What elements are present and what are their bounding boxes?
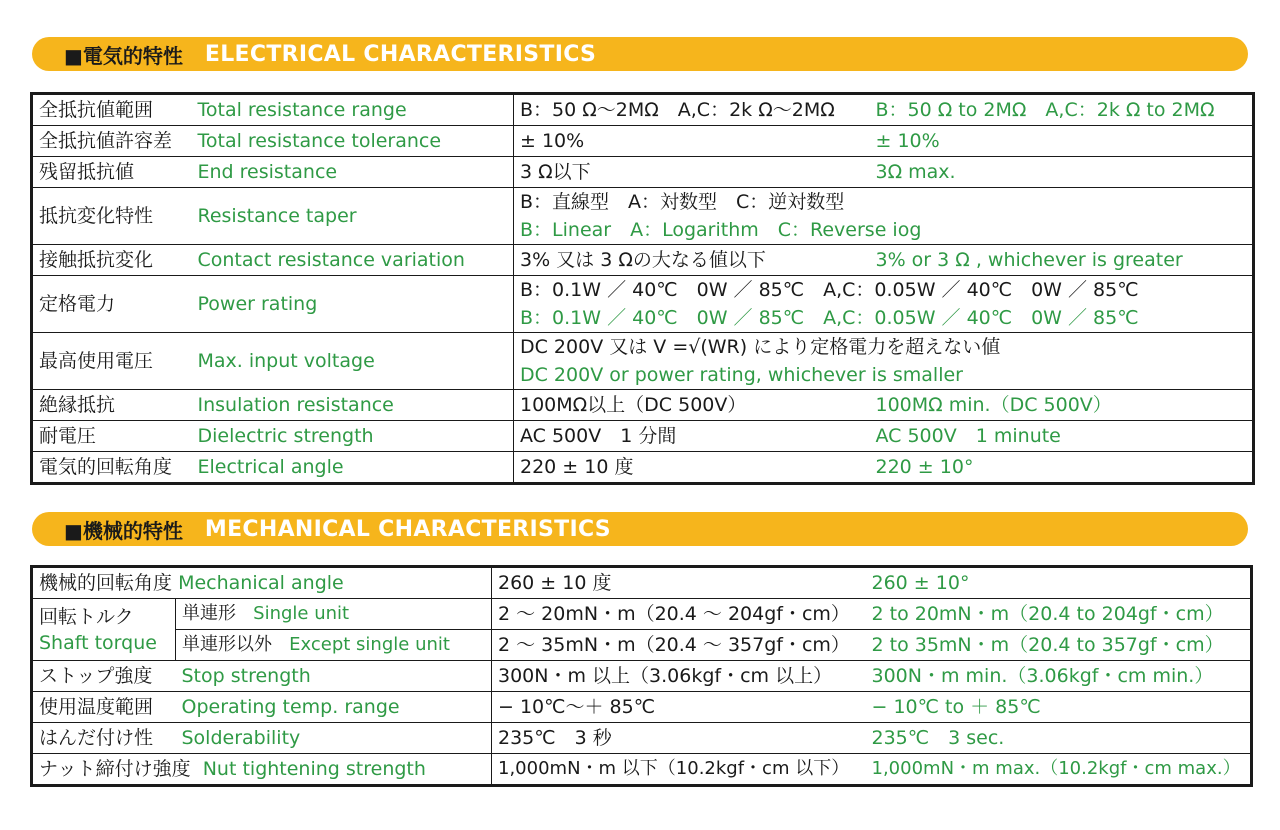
table-row: [32, 126, 1254, 157]
row-value-en: B：Linear A：Logarithm C：Reverse iog: [520, 219, 922, 241]
row-value-jp: − 10℃〜＋ 85℃: [492, 692, 866, 723]
row-label-en: Dielectric strength: [192, 421, 514, 452]
mechanical-title-jp: ■機械的特性: [64, 518, 183, 543]
row-value-en: 1,000mN・m max.（10.2kgf・cm max.）: [866, 754, 1252, 786]
row-label-en: Insulation resistance: [192, 390, 514, 421]
row-value-jp: B：0.1W ／ 40℃ 0W ／ 85℃ A,C：0.05W ／ 40℃ 0W ／ 85℃: [520, 279, 1139, 301]
shaft-torque-group-label: [32, 599, 176, 661]
row-label-jp: 単連形: [182, 603, 236, 624]
row-label-en: Single unit: [253, 603, 350, 624]
table-row: [32, 599, 1252, 630]
row-value-jp: 100MΩ以上（DC 500V）: [514, 390, 870, 421]
row-label-en: Except single unit: [289, 634, 450, 655]
row-label-jp: ナット締付け強度: [39, 758, 191, 780]
table-row: [32, 567, 1252, 599]
table-row: [32, 692, 1252, 723]
row-label-en: Stop strength: [176, 661, 492, 692]
row-value-jp: 235℃ 3 秒: [492, 723, 866, 754]
row-value-en: 2 to 35mN・m（20.4 to 357gf・cm）: [866, 630, 1252, 661]
row-value-jp: 2 〜 20mN・m（20.4 〜 204gf・cm）: [492, 599, 866, 630]
table-row: [32, 390, 1254, 421]
row-label: [32, 754, 492, 786]
row-value-en: 2 to 20mN・m（20.4 to 204gf・cm）: [866, 599, 1252, 630]
table-row: [32, 661, 1252, 692]
row-value-jp: B：50 Ω〜2MΩ A,C：2k Ω〜2MΩ: [514, 94, 870, 126]
row-label: [32, 567, 492, 599]
row-value-jp: DC 200V 又は V =√(WR) により定格電力を超えない値: [520, 336, 1001, 358]
row-value-jp: 3 Ω以下: [514, 157, 870, 188]
row-value-en: 3Ω max.: [870, 157, 1254, 188]
row-value-en: 100MΩ min.（DC 500V）: [870, 390, 1254, 421]
table-row: [32, 333, 1254, 390]
row-value-jp: AC 500V 1 分間: [514, 421, 870, 452]
row-value-jp: 260 ± 10 度: [492, 567, 866, 599]
row-label-en: Max. input voltage: [192, 333, 514, 390]
row-label-en: Total resistance tolerance: [192, 126, 514, 157]
row-value-en: 235℃ 3 sec.: [866, 723, 1252, 754]
row-label-jp: 抵抗変化特性: [32, 188, 192, 245]
row-value-jp: 3% 又は 3 Ωの大なる値以下: [514, 245, 870, 276]
row-label-en: End resistance: [192, 157, 514, 188]
row-value-en: 260 ± 10°: [866, 567, 1252, 599]
row-value-en: B：0.1W ／ 40℃ 0W ／ 85℃ A,C：0.05W ／ 40℃ 0W ／ 85℃: [520, 307, 1139, 329]
mechanical-title-en: MECHANICAL CHARACTERISTICS: [204, 516, 611, 542]
row-label: [176, 630, 492, 661]
row-value-en: DC 200V or power rating, whichever is smaller: [520, 364, 963, 386]
group-label-en: Shaft torque: [39, 631, 157, 654]
row-label-en: Total resistance range: [192, 94, 514, 126]
row-label-jp: ストップ強度: [32, 661, 176, 692]
row-value-stack: [514, 188, 1254, 245]
row-value-en: 300N・m min.（3.06kgf・cm min.）: [866, 661, 1252, 692]
row-label-jp: 機械的回転角度: [39, 572, 173, 594]
electrical-characteristics-table: [30, 92, 1255, 485]
table-row: [32, 94, 1254, 126]
row-value-stack: [514, 276, 1254, 333]
row-value-en: 3% or 3 Ω , whichever is greater: [870, 245, 1254, 276]
electrical-section-banner: [32, 37, 1248, 71]
row-label-en: Resistance taper: [192, 188, 514, 245]
row-label-jp: 電気的回転角度: [32, 452, 192, 484]
row-label-jp: 使用温度範囲: [32, 692, 176, 723]
row-label: [176, 599, 492, 630]
row-label-jp: 耐電圧: [32, 421, 192, 452]
row-label-en: Power rating: [192, 276, 514, 333]
row-label-en: Nut tightening strength: [202, 758, 426, 780]
row-label-en: Electrical angle: [192, 452, 514, 484]
row-label-jp: 絶縁抵抗: [32, 390, 192, 421]
row-value-en: ± 10%: [870, 126, 1254, 157]
row-value-jp: 220 ± 10 度: [514, 452, 870, 484]
mechanical-section-banner: [32, 512, 1248, 546]
row-label-jp: 単連形以外: [182, 634, 272, 655]
row-value-stack: [514, 333, 1254, 390]
table-row: [32, 452, 1254, 484]
row-value-jp: 1,000mN・m 以下（10.2kgf・cm 以下）: [492, 754, 866, 786]
row-label-jp: はんだ付け性: [32, 723, 176, 754]
table-row: [32, 421, 1254, 452]
row-label-jp: 最高使用電圧: [32, 333, 192, 390]
table-row: [32, 754, 1252, 786]
table-row: [32, 157, 1254, 188]
mechanical-characteristics-table: [30, 565, 1253, 787]
row-label-jp: 定格電力: [32, 276, 192, 333]
group-label-jp: 回転トルク: [39, 605, 134, 628]
row-value-en: B：50 Ω to 2MΩ A,C：2k Ω to 2MΩ: [870, 94, 1254, 126]
row-label-en: Operating temp. range: [176, 692, 492, 723]
row-value-jp: 300N・m 以上（3.06kgf・cm 以上）: [492, 661, 866, 692]
table-row: [32, 245, 1254, 276]
row-value-en: AC 500V 1 minute: [870, 421, 1254, 452]
row-label-jp: 全抵抗値許容差: [32, 126, 192, 157]
row-value-jp: 2 〜 35mN・m（20.4 〜 357gf・cm）: [492, 630, 866, 661]
table-row: [32, 723, 1252, 754]
row-value-en: 220 ± 10°: [870, 452, 1254, 484]
electrical-title-jp: ■電気的特性: [64, 43, 183, 68]
row-label-en: Solderability: [176, 723, 492, 754]
row-value-jp: B：直線型 A：対数型 C：逆対数型: [520, 191, 845, 213]
table-row: [32, 188, 1254, 245]
row-label-jp: 残留抵抗値: [32, 157, 192, 188]
row-value-jp: ± 10%: [514, 126, 870, 157]
row-value-en: − 10℃ to ＋ 85℃: [866, 692, 1252, 723]
electrical-title-en: ELECTRICAL CHARACTERISTICS: [204, 41, 597, 67]
row-label-en: Contact resistance variation: [192, 245, 514, 276]
row-label-jp: 接触抵抗変化: [32, 245, 192, 276]
row-label-jp: 全抵抗値範囲: [32, 94, 192, 126]
table-row: [32, 630, 1252, 661]
row-label-en: Mechanical angle: [178, 572, 344, 594]
table-row: [32, 276, 1254, 333]
